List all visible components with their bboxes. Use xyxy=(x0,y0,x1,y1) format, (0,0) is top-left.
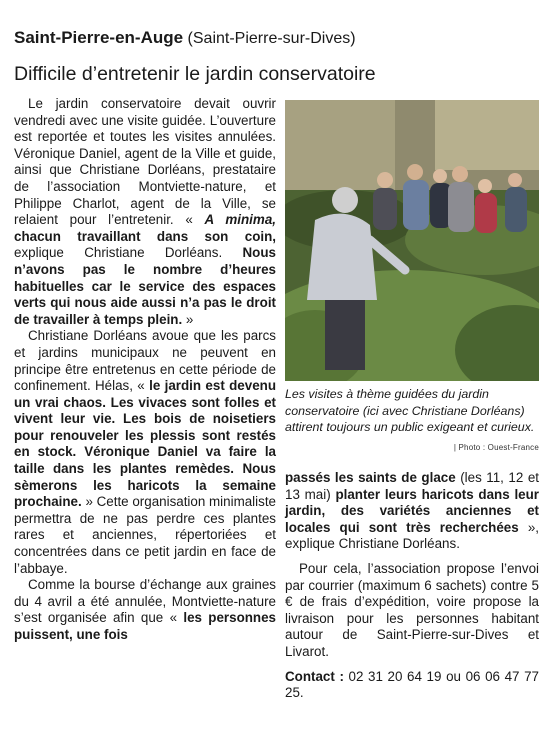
contact-label: Contact : xyxy=(285,668,344,684)
text-run-bold: Nous n’avons pas le nombre d’heures habituelles car le service des espaces verts qui nous aide aussi n’a pas le droit de travailler à temps plein. xyxy=(14,245,276,327)
article-column-1 xyxy=(14,96,276,644)
text-run-bold: les personnes puissent, une fois xyxy=(14,610,276,642)
text-run: Comme la bourse d’échange aux graines du 4 avril a été annulée, Montviette-nature s’est organisée afin que « xyxy=(14,577,276,626)
paragraph-2 xyxy=(14,328,276,577)
text-run: explique Christiane Dorléans. xyxy=(14,245,243,261)
contact-value: 02 31 20 64 19 ou 06 06 47 77 25. xyxy=(285,668,539,701)
text-run-italic: A minima, xyxy=(204,212,276,228)
photo-caption: Les visites à thème guidées du jardin conservatoire (ici avec Christiane Dorléans) attirent toujours un public exigeant et curieux. xyxy=(285,387,535,434)
article-column-2 xyxy=(285,470,539,702)
text-run: Christiane Dorléans avoue que les parcs et jardins municipaux ne peuvent en principe être entretenus en cette période de confinement. Hélas, « xyxy=(14,328,276,394)
text-run: », explique Christiane Dorléans. xyxy=(285,519,539,552)
paragraph-4 xyxy=(285,470,539,553)
paragraph-3 xyxy=(14,577,276,643)
text-run-bold: planter leurs haricots dans leur jardin, des variétés anciennes et locales qui sont très recherchées xyxy=(285,486,539,535)
text-run: » Cette organisation minimaliste permettra de ne pas perdre ces plantes rares et anciennes, répertoriées et concentrées dans ce petit jardin en face de l’abbaye. xyxy=(14,494,276,576)
text-run-bold: passés les saints de glace xyxy=(285,470,456,485)
photo-credit: | Photo : Ouest-France xyxy=(453,443,539,452)
paragraph-1 xyxy=(14,96,276,328)
text-run: » xyxy=(182,311,194,327)
garden-visit-illustration xyxy=(285,100,539,381)
contact-line xyxy=(285,669,539,702)
text-run: Le jardin conservatoire devait ouvrir vendredi avec une visite guidée. L’ouverture est reportée et toutes les visites annulées. Véronique Daniel, agent de la Ville et guide, ainsi que Christiane Dorléans, prestataire de l’association Montviette-nature, et Philippe Charlot, agent de la Ville, se relaient pour l’entretenir. « xyxy=(14,96,276,228)
garden-photo xyxy=(285,100,539,381)
town-name: Saint-Pierre-en-Auge xyxy=(14,28,184,47)
article-headline: Difficile d’entretenir le jardin conservatoire xyxy=(14,63,376,85)
text-run-bold: chacun travaillant dans son coin, xyxy=(14,228,276,244)
location-line xyxy=(14,28,356,49)
text-run-bold: le jardin est devenu un vrai chaos. Les vivaces sont folles et vivent leur vie. Les bois de noisetiers pour renouveler les plessis sont restés en stock. Véronique Daniel va faire la taille dans les plantes remèdes. Nous sèmerons les haricots la semaine prochaine. xyxy=(14,378,276,510)
text-run: (les 11, 12 et 13 mai) xyxy=(285,470,539,502)
commune-name: (Saint-Pierre-sur-Dives) xyxy=(187,30,356,47)
paragraph-5: Pour cela, l’association propose l’envoi par courrier (maximum 6 sachets) contre 5 € de frais d’expédition, voire propose la livraison pour les personnes habitant autour de Saint-Pierre-sur-Dives et Livarot. xyxy=(285,560,539,659)
